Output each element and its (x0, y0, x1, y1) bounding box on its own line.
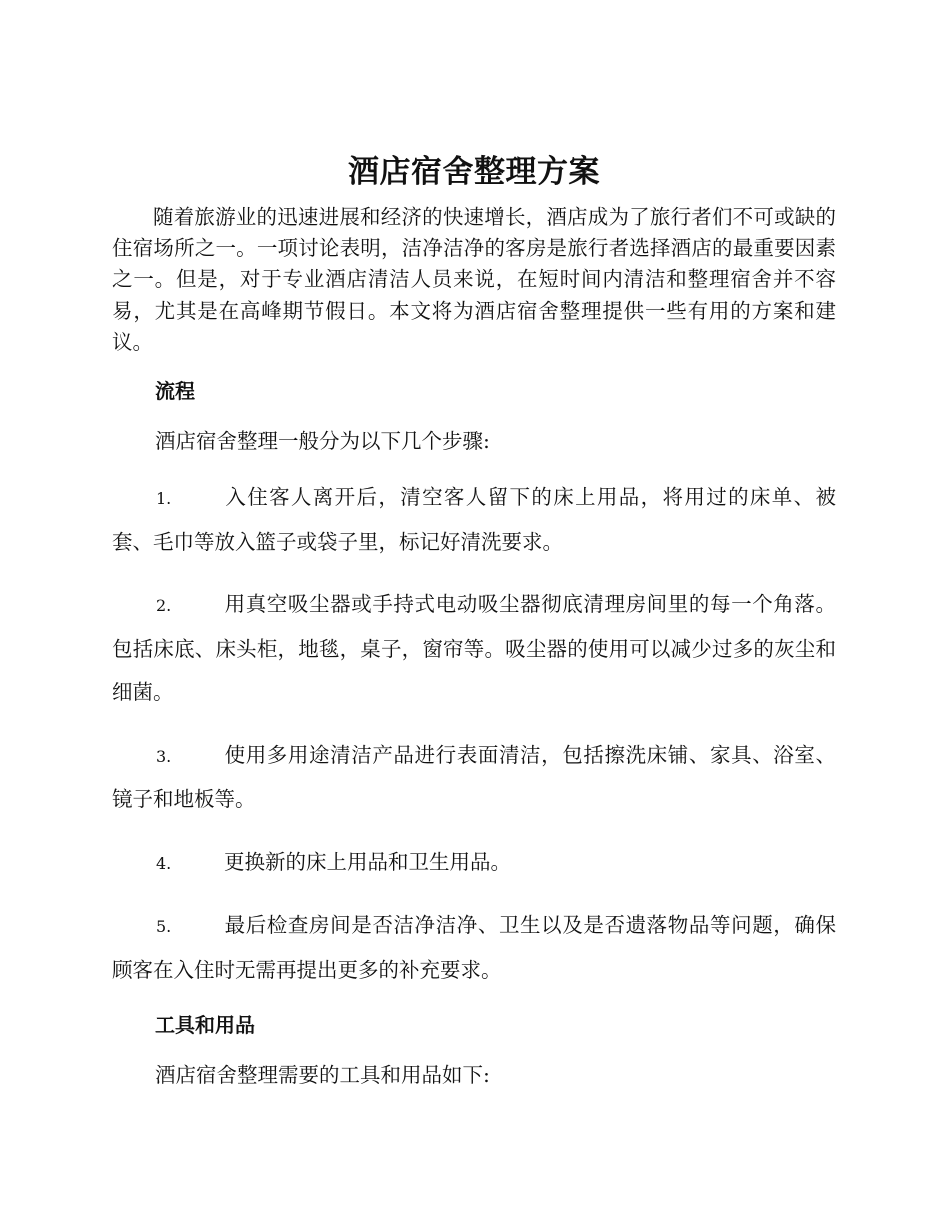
list-item (112, 583, 836, 715)
process-lead-text: 酒店宿舍整理一般分为以下几个步骤: (155, 429, 490, 454)
step-number: 2. (156, 596, 172, 616)
step-text: 最后检查房间是否洁净洁净、卫生以及是否遗落物品等问题，确保顾客在入住时无需再提出更多的补充要求。 (112, 913, 836, 982)
step-text: 使用多用途清洁产品进行表面清洁，包括擦洗床铺、家具、浴室、镜子和地板等。 (112, 742, 836, 812)
document-page (112, 150, 836, 1091)
step-number: 4. (156, 853, 172, 873)
intro-paragraph: 随着旅游业的迅速进展和经济的快速增长，酒店成为了旅行者们不可或缺的住宿场所之一。一项讨论表明，洁净洁净的客房是旅行者选择酒店的最重要因素之一。但是，对于专业酒店清洁人员来说，在短时间内清洁和整理宿舍并不容易，尤其是在高峰期节假日。本文将为酒店宿舍整理提供一些有用的方案和建议。 (112, 205, 836, 354)
list-item (112, 841, 836, 886)
list-item (112, 734, 836, 822)
step-text: 用真空吸尘器或手持式电动吸尘器彻底清理房间里的每一个角落。包括床底、床头柜，地毯，桌子，窗帘等。吸尘器的使用可以减少过多的灰尘和细菌。 (112, 592, 836, 705)
step-text: 更换新的床上用品和卫生用品。 (224, 849, 511, 874)
process-steps-list (112, 476, 836, 992)
section-heading-process: 流程 (155, 379, 195, 404)
step-text: 入住客人离开后，清空客人留下的床上用品，将用过的床单、被套、毛巾等放入篮子或袋子里，标记好清洗要求。 (112, 485, 836, 554)
tools-lead-text: 酒店宿舍整理需要的工具和用品如下: (155, 1063, 490, 1088)
document-title: 酒店宿舍整理方案 (348, 154, 600, 190)
list-item (112, 904, 836, 992)
section-heading-tools: 工具和用品 (155, 1013, 255, 1038)
step-number: 3. (156, 746, 172, 766)
step-number: 1. (156, 489, 172, 509)
step-number: 5. (156, 917, 172, 937)
list-item (112, 476, 836, 564)
